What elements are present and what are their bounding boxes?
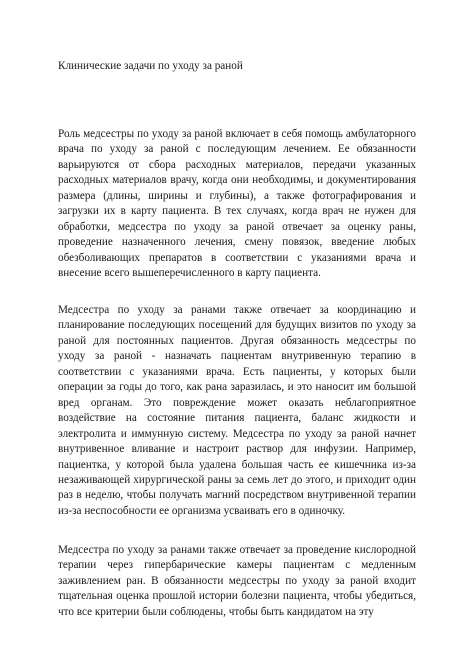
document-title: Клинические задачи по уходу за раной	[58, 60, 243, 72]
paragraph-coordination-iv-therapy: Медсестра по уходу за ранами также отвечает за координацию и планирование последующих посещений для будущих визитов по уходу за раной для постоянных пациентов. Другая обязанность медсестры по уходу за раной - назначать пациентам внутривенную терапию в соответствии с указаниями врача. Есть пациенты, у которых были операции за годы до того, как рана заразилась, и это наносит им большой вред органам. Это повреждение может оказать неблагоприятное воздействие на состояние питания пациента, баланс жидкости и электролита и иммунную систему. Медсестра по уходу за раной начнет внутривенное вливание и настроит раствор для инфузии. Например, пациентка, у которой была удалена большая часть ее кишечника из-за незаживающей хирургической раны за семь лет до этого, и приходит один раз в неделю, чтобы получать магний посредством внутривенной терапии из-за неспособности ее организма усваивать его в одиночку.	[58, 304, 416, 517]
paragraph-role-duties: Роль медсестры по уходу за раной включает в себя помощь амбулаторного врача по уходу за раной с последующим лечением. Ее обязанности варьируются от сбора расходных материалов, передачи указанных расходных материалов врачу, когда они необходимы, и документирования размера (длины, ширины и глубины), а также фотографирования и загрузки их в карту пациента. В тех случаях, когда врач не нужен для обработки, медсестра по уходу за раной отвечает за оценку раны, проведение назначенного лечения, смену повязок, введение любых обезболивающих препаратов в соответствии с указаниями врача и внесение всего вышеперечисленного в карту пациента.	[58, 128, 416, 280]
paragraph-oxygen-therapy: Медсестра по уходу за ранами также отвечает за проведение кислородной терапии через гипербарические камеры пациентам с медленным заживлением ран. В обязанности медсестры по уходу за раной входит тщательная оценка прошлой истории болезни пациента, чтобы убедиться, что все критерии были соблюдены, чтобы быть кандидатом на эту	[58, 544, 416, 618]
